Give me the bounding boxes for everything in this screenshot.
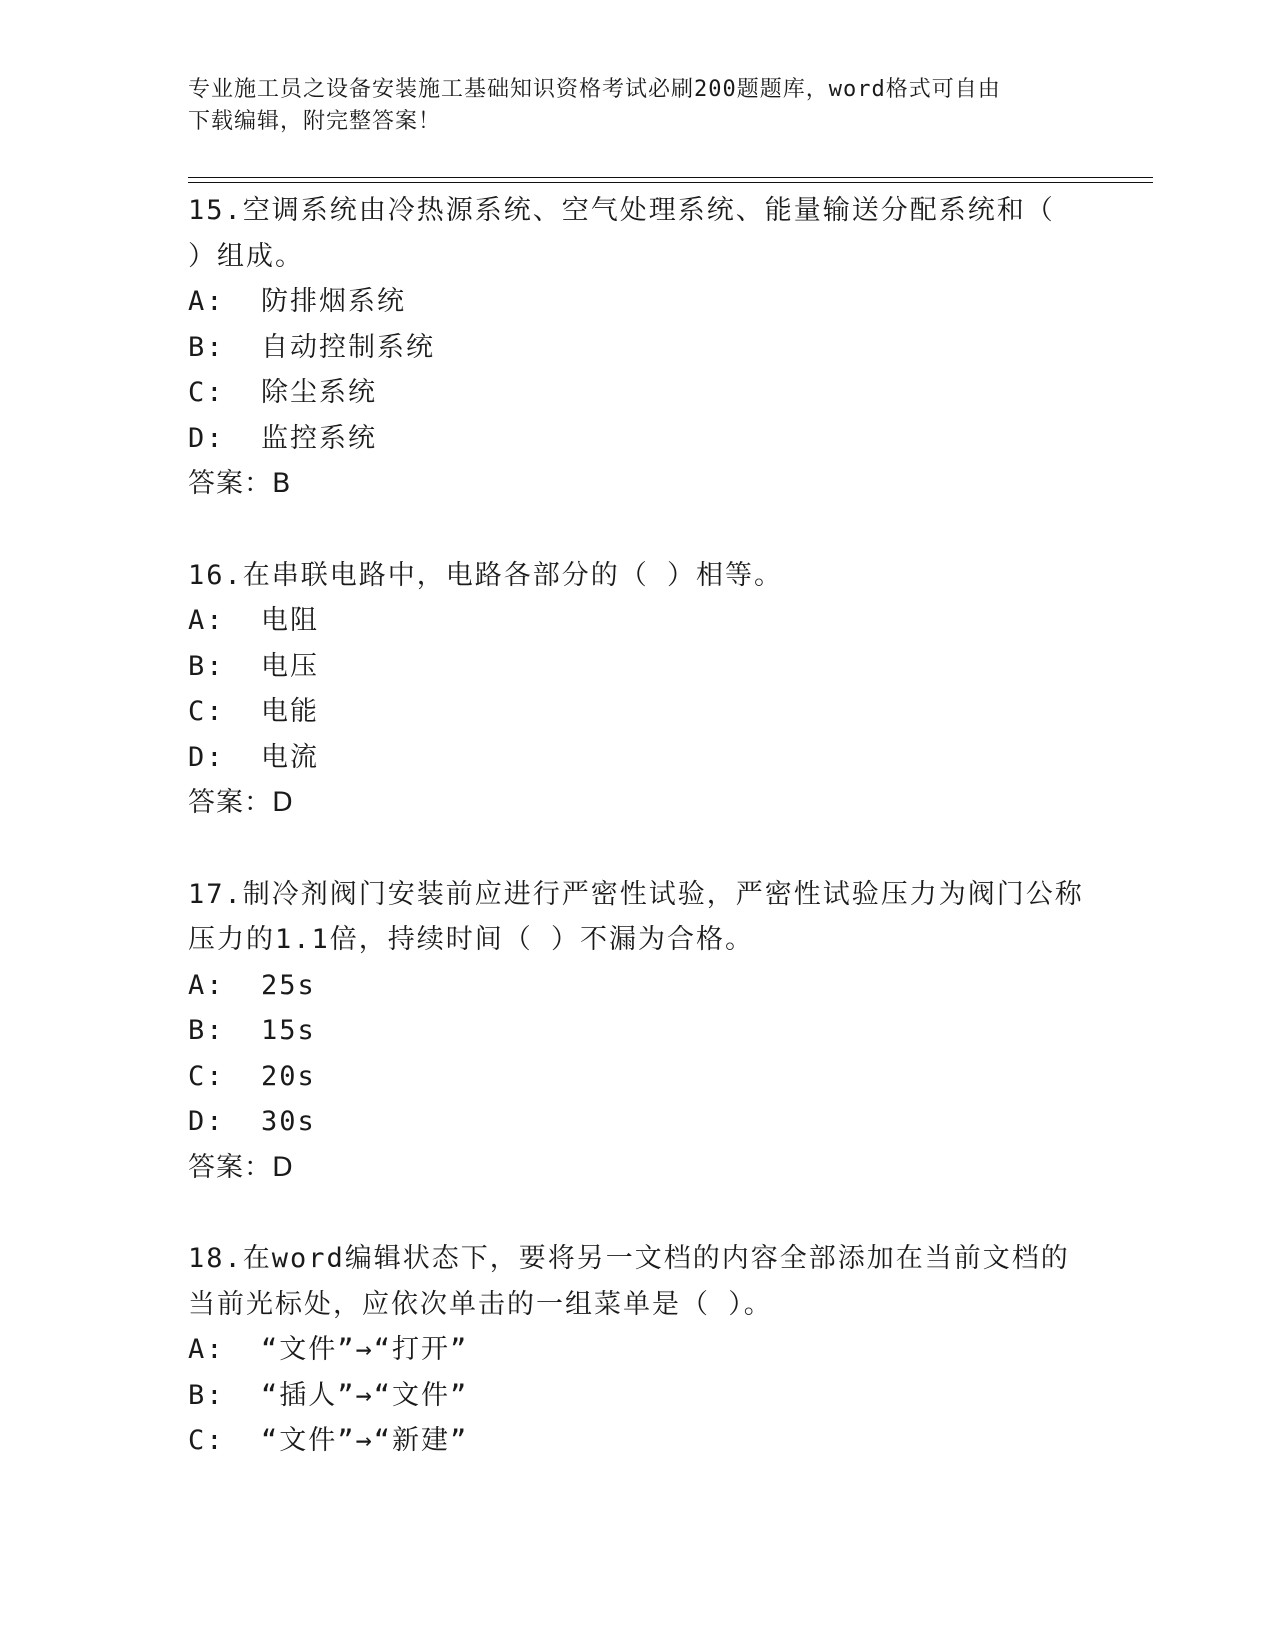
option-a: A: 25s xyxy=(188,969,316,1001)
option-c: C: 除尘系统 xyxy=(188,377,378,408)
header-divider-bottom xyxy=(188,182,1153,183)
header-line-1: 专业施工员之设备安装施工基础知识资格考试必刷200题题库，word格式可自由 xyxy=(188,77,1001,102)
answer-text: 答案：B xyxy=(188,468,292,499)
question-16 xyxy=(188,553,1088,826)
header-line-2: 下载编辑，附完整答案！ xyxy=(188,109,442,134)
question-stem-line-1: 17.制冷剂阀门安装前应进行严密性试验，严密性试验压力为阀门公称 xyxy=(188,878,1084,910)
option-b: B: 15s xyxy=(188,1015,316,1046)
answer-text: 答案：D xyxy=(188,1151,294,1183)
option-b: B: “插人”→“文件” xyxy=(188,1379,469,1411)
document-header xyxy=(188,74,1068,138)
option-a: A: “文件”→“打开” xyxy=(188,1334,469,1365)
question-18 xyxy=(188,1236,1088,1464)
option-b: B: 自动控制系统 xyxy=(188,331,436,363)
question-stem-line-2: ）组成。 xyxy=(188,240,304,272)
question-17 xyxy=(188,872,1088,1191)
option-a: A: 防排烟系统 xyxy=(188,286,407,317)
option-c: C: 20s xyxy=(188,1060,316,1092)
question-stem-line-1: 16.在串联电路中，电路各部分的（ ）相等。 xyxy=(188,559,784,591)
question-stem-line-1: 15.空调系统由冷热源系统、空气处理系统、能量输送分配系统和（ xyxy=(188,195,1055,226)
option-b: B: 电压 xyxy=(188,650,320,682)
option-d: D: 监控系统 xyxy=(188,422,378,454)
question-list xyxy=(188,188,1088,1510)
question-stem-line-1: 18.在word编辑状态下，要将另一文档的内容全部添加在当前文档的 xyxy=(188,1243,1070,1274)
question-stem-line-2: 当前光标处，应依次单击的一组菜单是（ ）。 xyxy=(188,1288,773,1320)
option-a: A: 电阻 xyxy=(188,605,320,636)
question-stem-line-2: 压力的1.1倍，持续时间（ ）不漏为合格。 xyxy=(188,924,755,955)
option-c: C: 电能 xyxy=(188,696,320,727)
question-15 xyxy=(188,188,1088,507)
option-c: C: “文件”→“新建” xyxy=(188,1425,469,1456)
option-d: D: 30s xyxy=(188,1106,316,1137)
header-divider-top xyxy=(188,177,1153,178)
option-d: D: 电流 xyxy=(188,741,320,773)
answer-text: 答案：D xyxy=(188,787,294,818)
